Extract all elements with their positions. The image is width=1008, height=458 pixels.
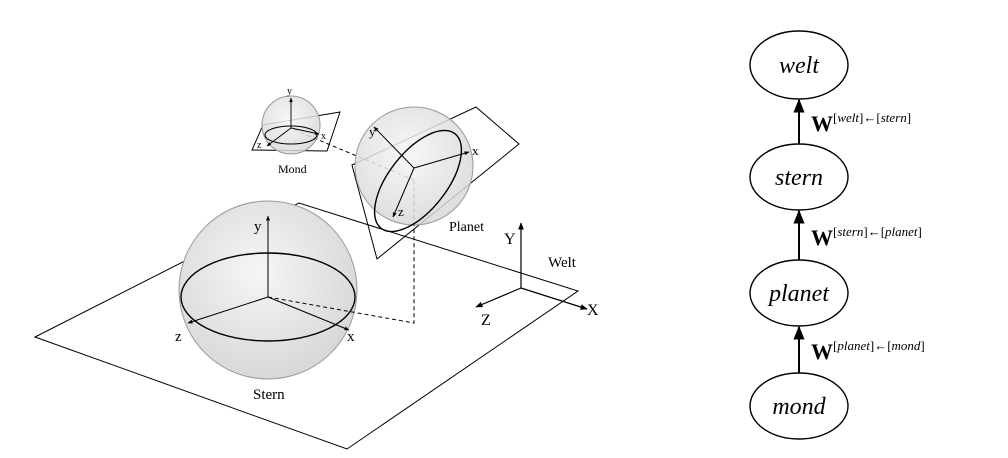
transform-welt-stern: W[welt]←[stern] xyxy=(811,110,912,136)
planet-y-label: y xyxy=(369,124,376,139)
node-welt-label: welt xyxy=(779,53,819,79)
node-stern xyxy=(750,144,848,210)
node-planet xyxy=(750,260,848,326)
mond-z-label: z xyxy=(257,140,262,151)
node-stern-label: stern xyxy=(775,165,823,191)
node-mond xyxy=(750,373,848,439)
stern-y-label: y xyxy=(254,219,262,235)
planet-x-label: x xyxy=(472,143,479,158)
mond-y-label: y xyxy=(287,86,292,97)
scene-3d xyxy=(35,96,587,449)
mond-sphere xyxy=(252,96,340,154)
world-y-label: Y xyxy=(504,231,516,248)
stern-sphere xyxy=(179,201,357,379)
stern-x-label: x xyxy=(347,329,355,345)
stern-z-label: z xyxy=(175,329,182,345)
transform-planet-mond: W[planet]←[mond] xyxy=(811,338,925,364)
mond-label: Mond xyxy=(278,162,307,176)
node-mond-label: mond xyxy=(772,394,826,420)
node-welt xyxy=(750,31,848,99)
mond-x-label: x xyxy=(321,131,326,142)
planet-label: Planet xyxy=(449,220,484,235)
transform-stern-planet: W[stern]←[planet] xyxy=(811,224,922,250)
node-planet-label: planet xyxy=(769,281,829,307)
world-x-label: X xyxy=(587,302,599,319)
world-z-label: Z xyxy=(481,312,491,329)
hierarchy-chain xyxy=(750,31,925,439)
welt-label: Welt xyxy=(548,255,576,271)
planet-z-label: z xyxy=(398,204,404,219)
stern-label: Stern xyxy=(253,387,285,403)
planet-sphere xyxy=(352,107,519,259)
